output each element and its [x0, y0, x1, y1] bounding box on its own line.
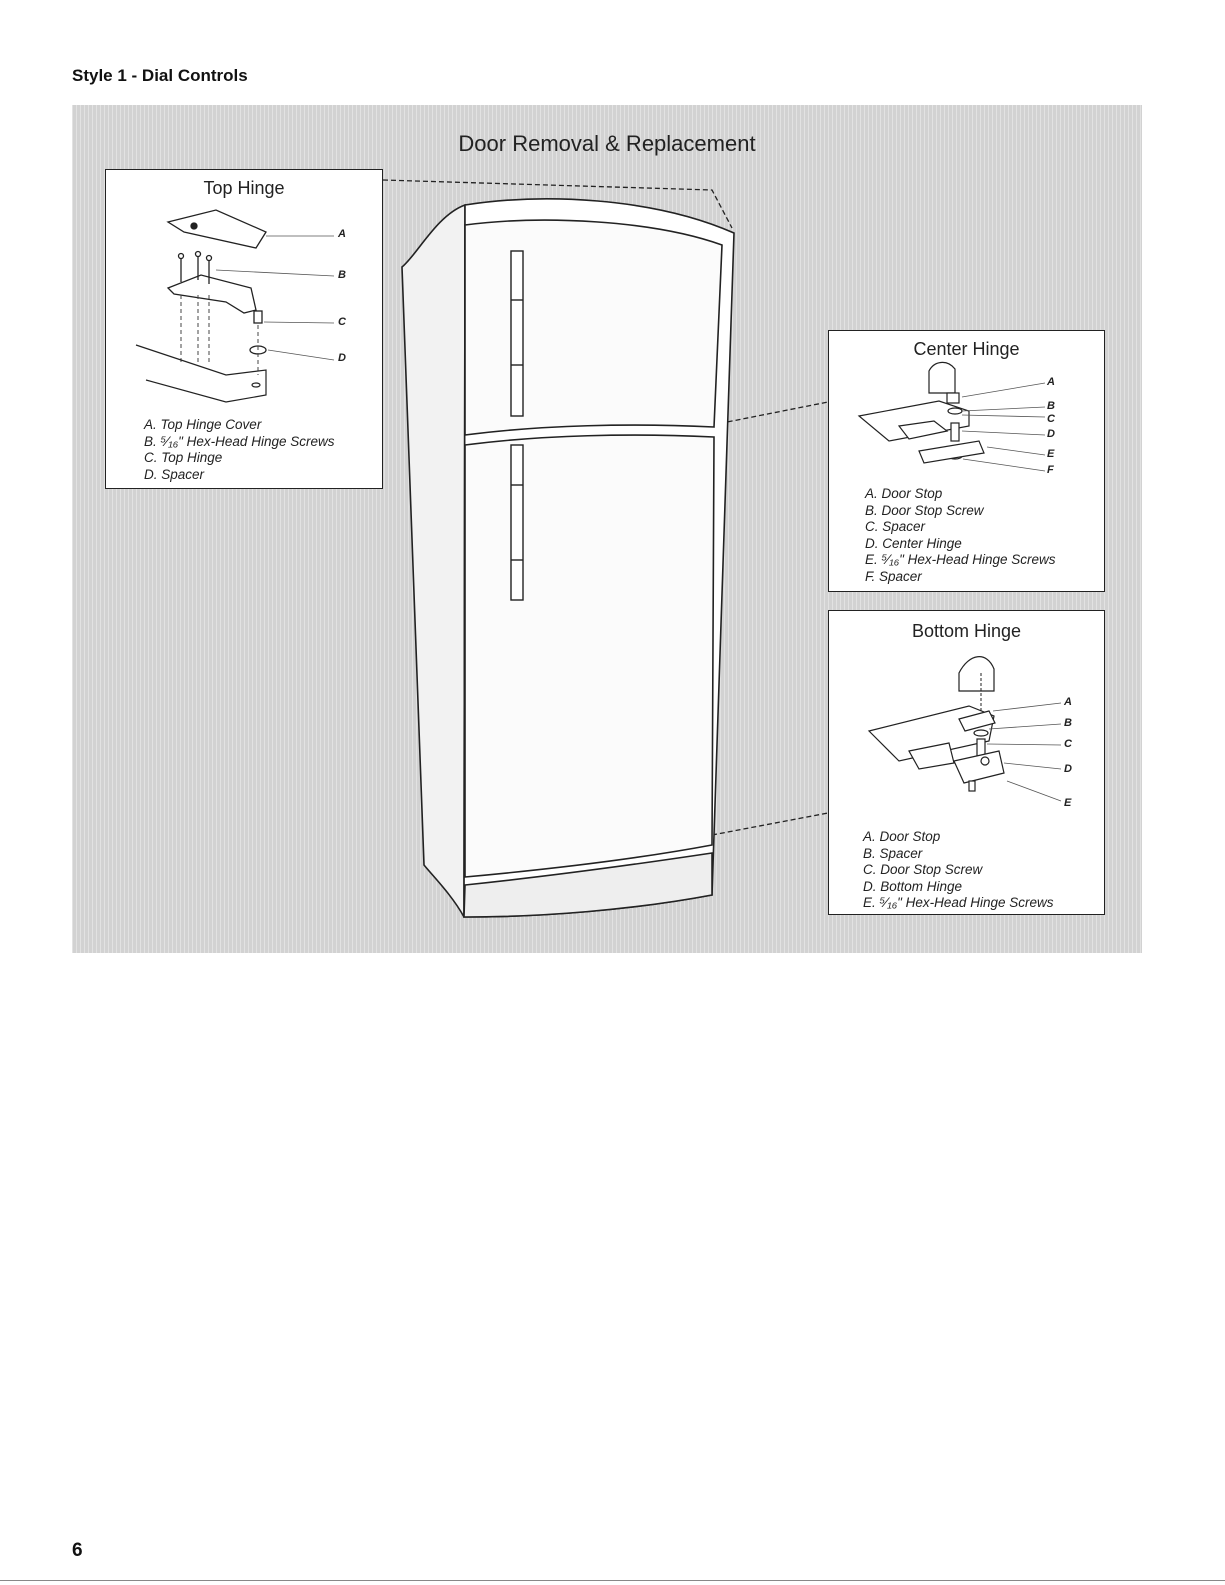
legend-item: E. ⁵⁄₁₆" Hex-Head Hinge Screws: [865, 552, 1056, 567]
page-number: 6: [72, 1540, 83, 1561]
center-hinge-inset: [828, 330, 1105, 592]
legend-item: B. ⁵⁄₁₆" Hex-Head Hinge Screws: [144, 433, 335, 449]
legend-item: A. Door Stop: [865, 486, 943, 501]
refrigerator-body: [402, 199, 734, 917]
legend-item: C. Top Hinge: [144, 450, 223, 465]
leader-center-hinge: [712, 402, 828, 425]
legend-item: B. Door Stop Screw: [865, 502, 984, 518]
top-hinge-inset: [105, 169, 383, 489]
legend-item: B. Spacer: [863, 845, 923, 861]
top-hinge-callout-b: B: [338, 269, 346, 281]
legend-item: C. Spacer: [865, 519, 926, 534]
leader-bottom-hinge: [712, 813, 828, 835]
bottom-hinge-legend: [863, 829, 1053, 912]
center-hinge-callout-d: D: [1047, 428, 1055, 440]
legend-item: F. Spacer: [865, 568, 922, 584]
center-hinge-callout-e: E: [1047, 448, 1055, 460]
bottom-hinge-callout-b: B: [1064, 717, 1072, 729]
center-hinge-callout-f: F: [1047, 464, 1054, 476]
door-removal-diagram: [72, 105, 1142, 953]
top-hinge-legend: [144, 417, 334, 483]
center-hinge-callout-b: B: [1047, 400, 1055, 412]
legend-item: A. Door Stop: [863, 829, 941, 844]
section-title: Style 1 - Dial Controls: [72, 66, 248, 85]
top-hinge-title: Top Hinge: [203, 178, 285, 198]
legend-item: D. Spacer: [144, 466, 205, 482]
legend-item: A. Top Hinge Cover: [144, 417, 262, 432]
legend-item: D. Center Hinge: [865, 535, 962, 551]
diagram-title: Door Removal & Replacement: [458, 131, 756, 156]
bottom-hinge-callout-a: A: [1064, 696, 1072, 708]
bottom-hinge-callout-d: D: [1064, 763, 1072, 775]
bottom-hinge-callout-e: E: [1064, 797, 1072, 809]
bottom-hinge-inset: [828, 610, 1105, 915]
top-hinge-callout-c: C: [338, 316, 346, 328]
legend-item: D. Bottom Hinge: [863, 878, 963, 894]
legend-item: C. Door Stop Screw: [863, 862, 983, 877]
center-hinge-title: Center Hinge: [913, 339, 1020, 359]
center-hinge-legend: [865, 486, 1055, 585]
bottom-hinge-callout-c: C: [1064, 738, 1072, 750]
hinge-cover-shape: [168, 210, 266, 248]
footer-rule: [0, 1580, 1225, 1581]
bottom-hinge-title: Bottom Hinge: [911, 621, 1022, 641]
center-hinge-callout-a: A: [1047, 376, 1055, 388]
top-hinge-callout-d: D: [338, 352, 346, 364]
top-hinge-callout-a: A: [338, 228, 346, 240]
legend-item: E. ⁵⁄₁₆" Hex-Head Hinge Screws: [863, 895, 1054, 910]
center-hinge-callout-c: C: [1047, 413, 1055, 425]
